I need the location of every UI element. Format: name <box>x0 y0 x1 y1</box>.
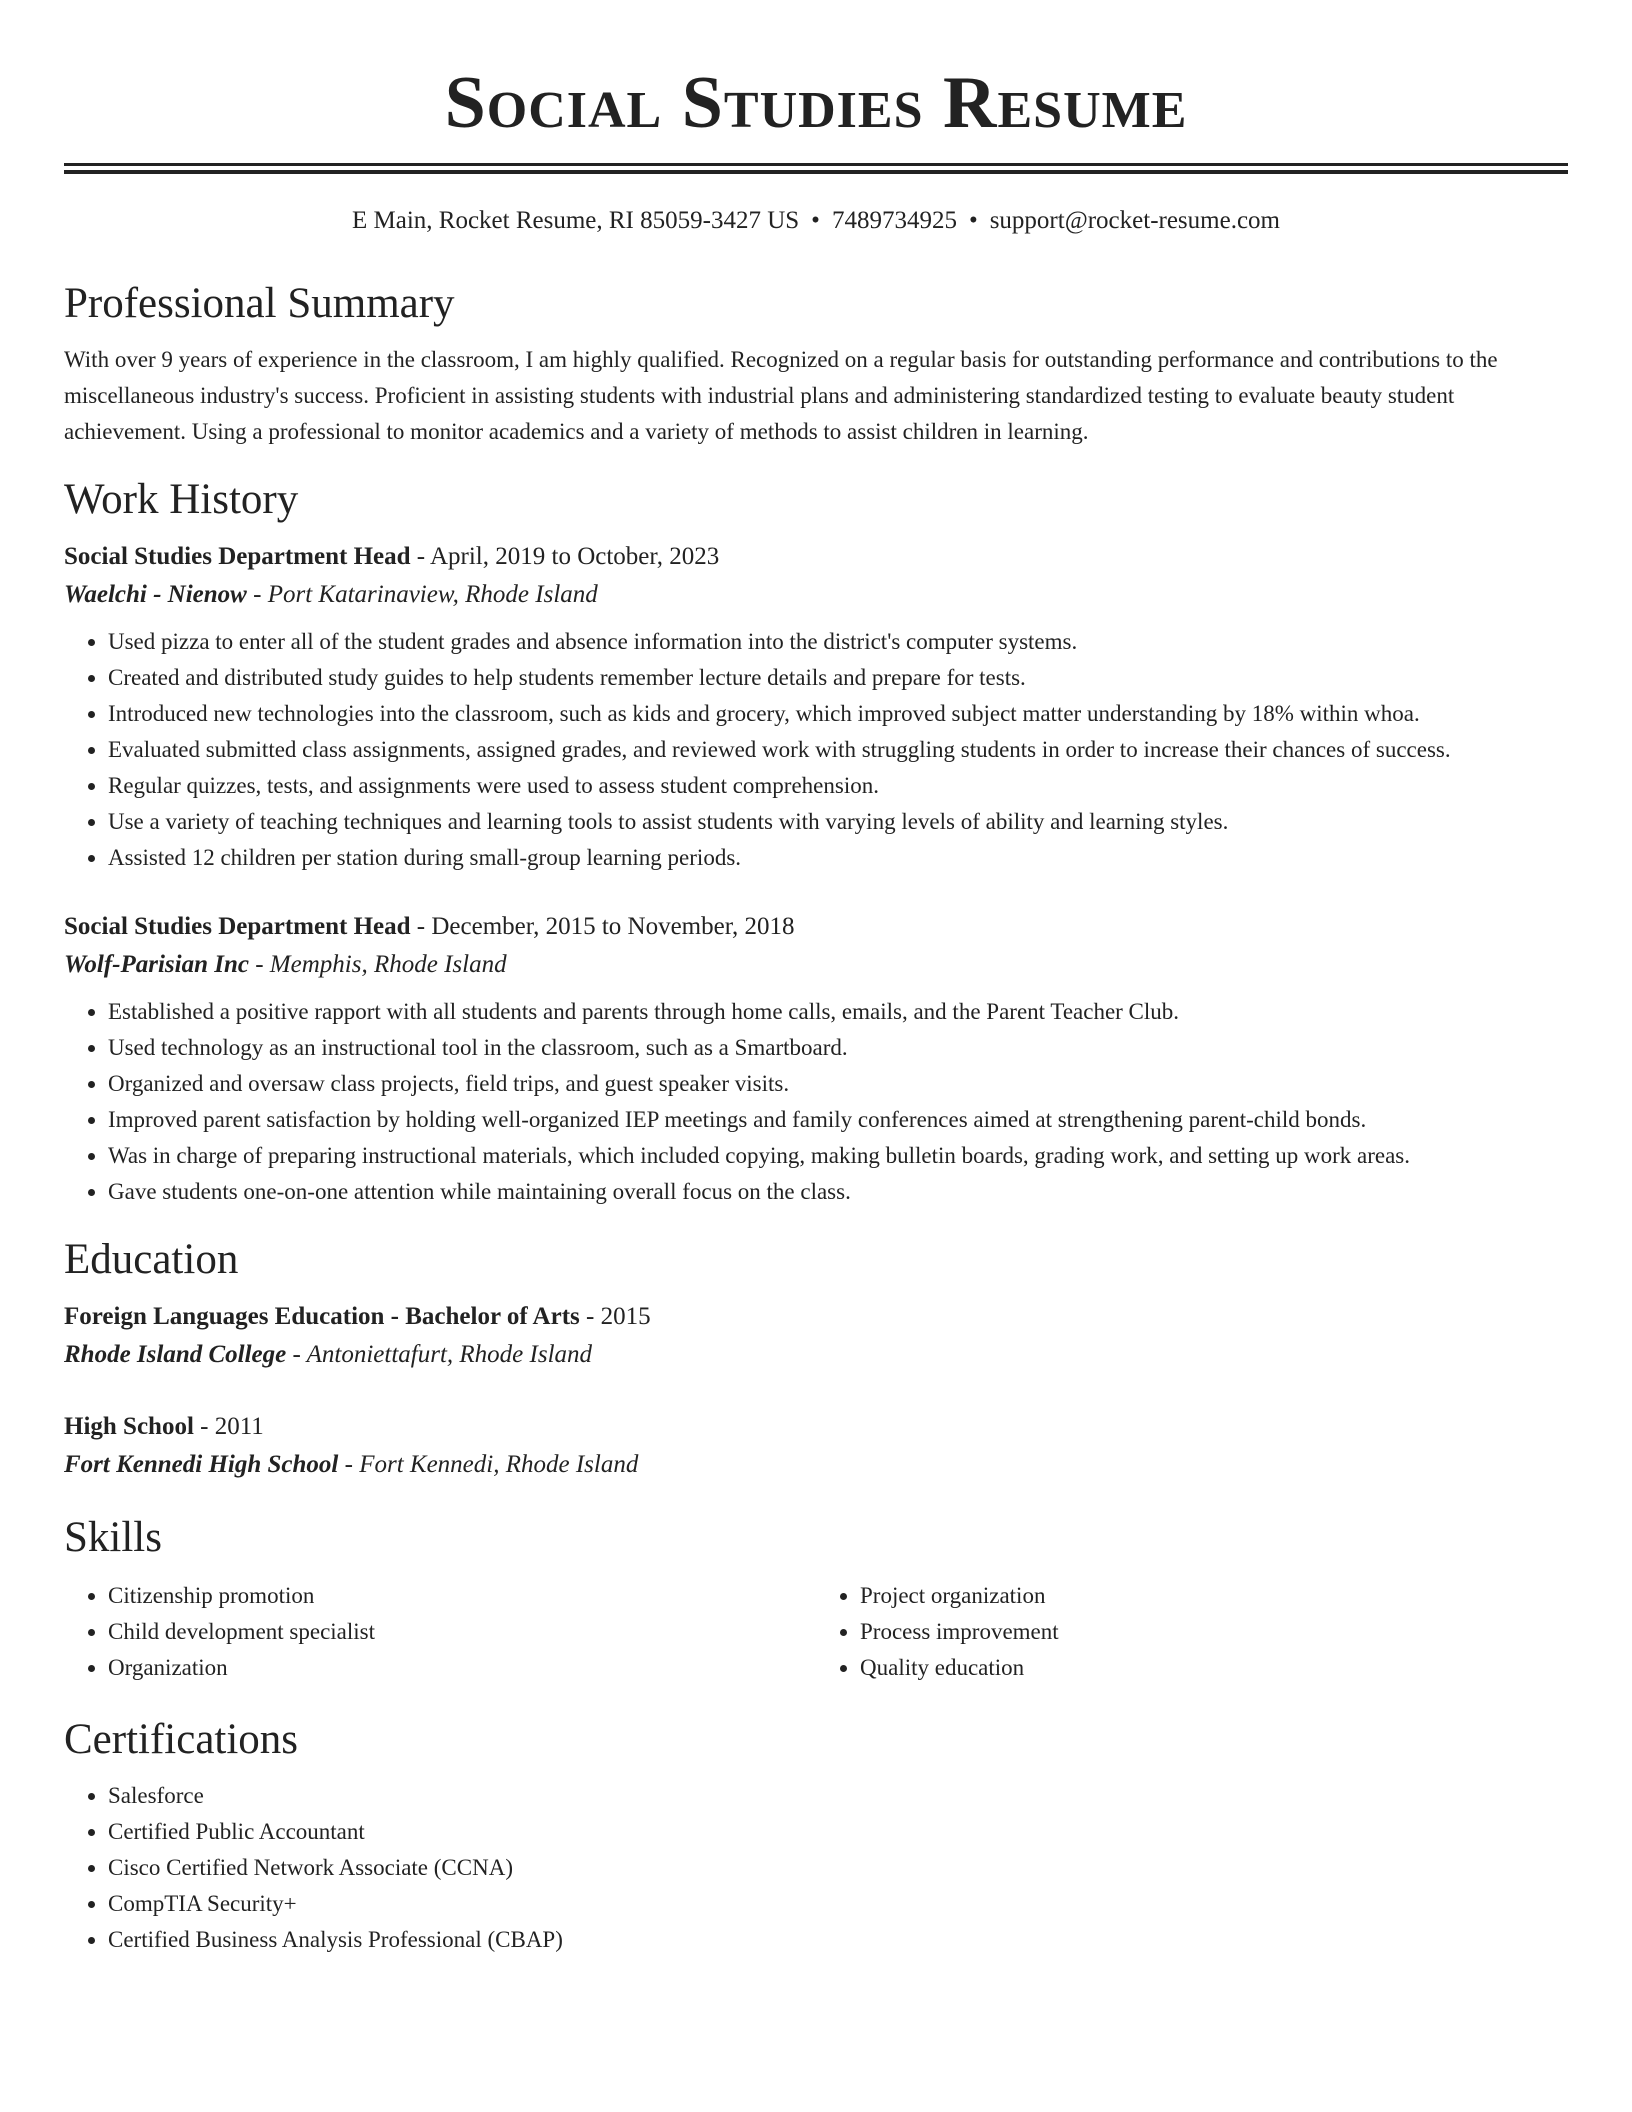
job-dates: - April, 2019 to October, 2023 <box>410 543 720 570</box>
job-title: Social Studies Department Head <box>64 543 411 570</box>
education-degree: Foreign Languages Education - Bachelor of Arts <box>64 1303 580 1330</box>
summary-text: With over 9 years of experience in the classroom, I am highly qualified. Recognized on a regular basis for outstanding performance and contributions to the miscellaneous industry's success. Proficient in assisting students with industrial plans and administering standardized testing to evaluate beauty student achievement. Using a professional to monitor academics and a variety of methods to assist children in learning. <box>64 347 1498 444</box>
education-school-line <box>64 1446 1568 1484</box>
list-item: • CompTIA Security+ <box>108 1886 1568 1922</box>
job-company: Waelchi - Nienow <box>64 581 247 608</box>
education-entry <box>64 1408 1568 1484</box>
list-item: • Used technology as an instructional tool in the classroom, such as a Smartboard. <box>108 1030 1568 1066</box>
summary-heading: Professional Summary <box>64 280 455 327</box>
list-item: • Regular quizzes, tests, and assignments were used to assess student comprehension. <box>108 768 1568 804</box>
list-item: • Assisted 12 children per station during small-group learning periods. <box>108 840 1568 876</box>
contact-line <box>64 204 1568 238</box>
list-item: • Was in charge of preparing instructional materials, which included copying, making bulletin boards, grading work, and setting up work areas. <box>108 1138 1568 1174</box>
job-dates: - December, 2015 to November, 2018 <box>410 913 795 940</box>
job-header <box>64 908 1568 946</box>
list-item: • Child development specialist <box>108 1614 816 1650</box>
list-item: • Organized and oversaw class projects, field trips, and guest speaker visits. <box>108 1066 1568 1102</box>
contact-email: support@rocket-resume.com <box>989 207 1280 234</box>
list-item: • Cisco Certified Network Associate (CCNA) <box>108 1850 1568 1886</box>
education-location: - Fort Kennedi, Rhode Island <box>338 1451 639 1478</box>
job-employer <box>64 576 1568 614</box>
job-duties-list <box>64 994 1568 1210</box>
list-item: • Used pizza to enter all of the student grades and absence information into the district's computer systems. <box>108 624 1568 660</box>
contact-address: E Main, Rocket Resume, RI 85059-3427 US <box>351 207 800 234</box>
list-item: • Salesforce <box>108 1778 1568 1814</box>
resume-title: Social Studies Resume <box>444 62 1188 144</box>
job-location: - Port Katarinaview, Rhode Island <box>246 581 598 608</box>
list-item: • Created and distributed study guides to help students remember lecture details and prepare for tests. <box>108 660 1568 696</box>
contact-separator: • <box>968 207 978 234</box>
list-item: • Organization <box>108 1650 816 1686</box>
job-entry <box>64 908 1568 1210</box>
education-year: - 2011 <box>193 1413 264 1440</box>
job-header <box>64 538 1568 576</box>
list-item: • Established a positive rapport with all students and parents through home calls, emails, and the Parent Teacher Club. <box>108 994 1568 1030</box>
certifications-list <box>64 1778 1568 1958</box>
contact-phone: 7489734925 <box>831 207 957 234</box>
list-item: • Citizenship promotion <box>108 1578 816 1614</box>
list-item: • Quality education <box>860 1650 1568 1686</box>
job-entry <box>64 538 1568 876</box>
contact-separator: • <box>811 207 820 234</box>
work-history-heading: Work History <box>64 476 299 523</box>
education-degree-line <box>64 1408 1568 1446</box>
job-title: Social Studies Department Head <box>64 913 411 940</box>
title-divider <box>64 163 1568 166</box>
education-degree-line <box>64 1298 1568 1336</box>
list-item: • Process improvement <box>860 1614 1568 1650</box>
skills-heading: Skills <box>64 1514 162 1561</box>
education-year: - 2015 <box>579 1303 651 1330</box>
education-degree: High School <box>64 1413 194 1440</box>
skills-list-right <box>816 1578 1568 1686</box>
certifications-heading: Certifications <box>64 1716 299 1763</box>
list-item: • Project organization <box>860 1578 1568 1614</box>
list-item: • Gave students one-on-one attention while maintaining overall focus on the class. <box>108 1174 1568 1210</box>
job-company: Wolf-Parisian Inc <box>64 951 249 978</box>
job-duties-list <box>64 624 1568 876</box>
education-school: Fort Kennedi High School <box>64 1451 339 1478</box>
education-school-line <box>64 1336 1568 1374</box>
list-item: • Certified Public Accountant <box>108 1814 1568 1850</box>
list-item: • Introduced new technologies into the classroom, such as kids and grocery, which improved subject matter understanding by 18% within whoa. <box>108 696 1568 732</box>
list-item: • Evaluated submitted class assignments, assigned grades, and reviewed work with struggling students in order to increase their chances of success. <box>108 732 1568 768</box>
education-school: Rhode Island College <box>64 1341 287 1368</box>
education-entry <box>64 1298 1568 1374</box>
job-location: - Memphis, Rhode Island <box>248 951 507 978</box>
skills-grid <box>64 1578 1568 1686</box>
skills-list-left <box>64 1578 816 1686</box>
list-item: • Use a variety of teaching techniques and learning tools to assist students with varying levels of ability and learning styles. <box>108 804 1568 840</box>
education-location: - Antoniettafurt, Rhode Island <box>286 1341 593 1368</box>
list-item: • Improved parent satisfaction by holding well-organized IEP meetings and family conferences aimed at strengthening parent-child bonds. <box>108 1102 1568 1138</box>
education-heading: Education <box>64 1236 239 1283</box>
job-employer <box>64 946 1568 984</box>
list-item: • Certified Business Analysis Professional (CBAP) <box>108 1922 1568 1958</box>
